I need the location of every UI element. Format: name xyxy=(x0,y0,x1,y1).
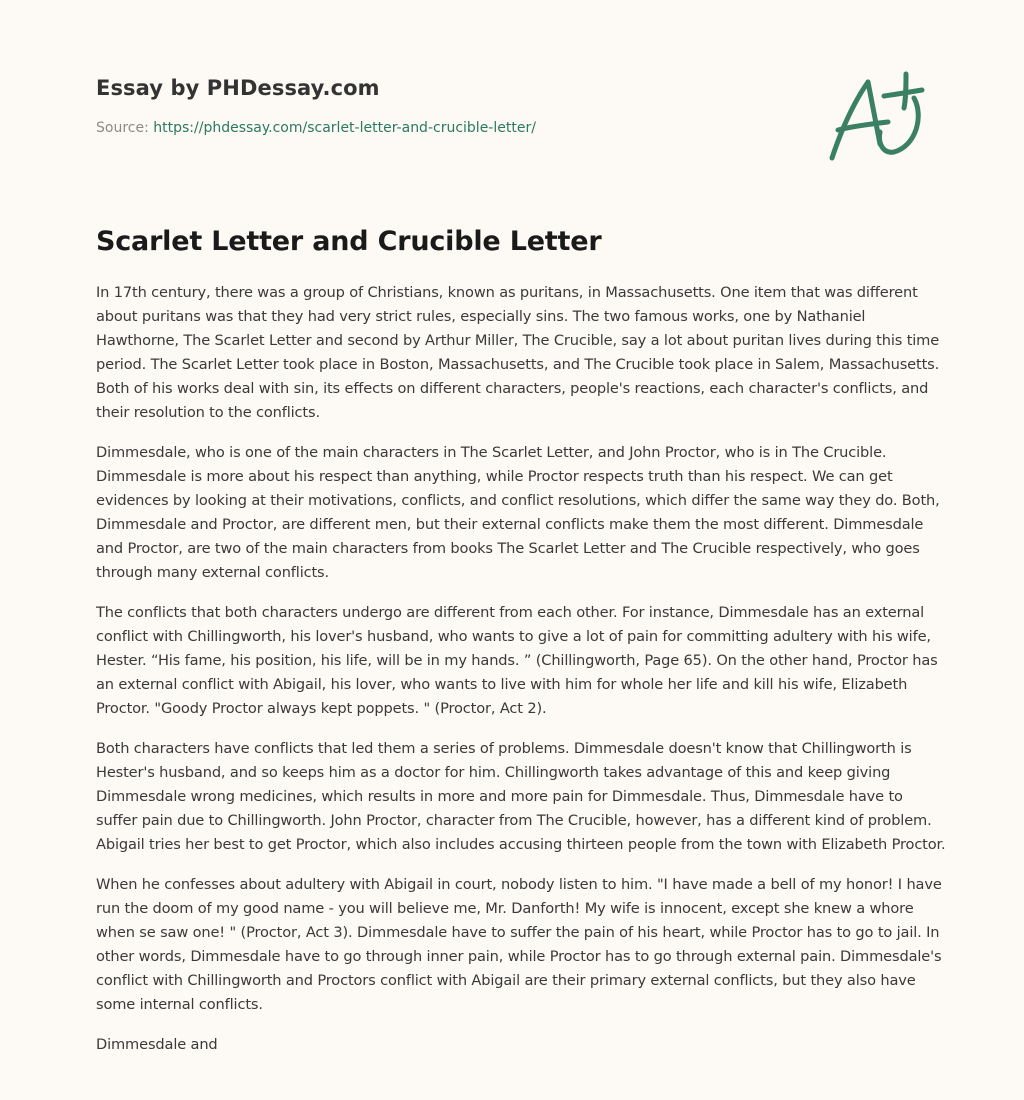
site-title: Essay by PHDessay.com xyxy=(96,76,380,100)
page-header xyxy=(96,76,796,136)
essay-paragraph: When he confesses about adultery with Abigail in court, nobody listen to him. "I have made a bell of my honor! I have run the doom of my good name - you will believe me, Mr. Danforth! My wife is innocent, except she knew a whore when se saw one! " (Proctor, Act 3). Dimmesdale have to suffer the pain of his heart, while Proctor has to go to jail. In other words, Dimmesdale have to go through inner pain, while Proctor has to go through external pain. Dimmesdale's conflict with Chillingworth and Proctors conflict with Abigail are their primary external conflicts, but they also have some internal conflicts. xyxy=(96,876,942,1013)
essay-paragraph: The conflicts that both characters undergo are different from each other. For instance, Dimmesdale has an external conflict with Chillingworth, his lover's husband, who wants to give a lot of pain for committing adultery with his wife, Hester. “His fame, his position, his life, will be in my hands. ” (Chillingworth, Page 65). On the other hand, Proctor has an external conflict with Abigail, his lover, who wants to live with him for whole her life and kill his wife, Elizabeth Proctor. "Goody Proctor always kept poppets. " (Proctor, Act 2). xyxy=(96,604,938,717)
source-label: Source: xyxy=(96,120,149,136)
essay-paragraph: In 17th century, there was a group of Christians, known as puritans, in Massachusetts. One item that was different about puritans was that they had very strict rules, especially sins. The two famous works, one by Nathaniel Hawthorne, The Scarlet Letter and second by Arthur Miller, The Crucible, say a lot about puritan lives during this time period. The Scarlet Letter took place in Boston, Massachusetts, and The Crucible took place in Salem, Massachusetts. Both of his works deal with sin, its effects on different characters, people's reactions, each character's conflicts, and their resolution to the conflicts. xyxy=(96,284,940,421)
essay-title: Scarlet Letter and Crucible Letter xyxy=(96,226,602,257)
essay-paragraph: Dimmesdale, who is one of the main characters in The Scarlet Letter, and John Proctor, who is in The Crucible. Dimmesdale is more about his respect than anything, while Proctor respects truth than his respect. We can get evidences by looking at their motivations, conflicts, and conflict resolutions, which differ the same way they do. Both, Dimmesdale and Proctor, are different men, but their external conflicts make them the most different. Dimmesdale and Proctor, are two of the main characters from books The Scarlet Letter and The Crucible respectively, who goes through many external conflicts. xyxy=(96,444,940,581)
a-plus-grade-icon xyxy=(820,66,930,166)
essay-paragraph: Both characters have conflicts that led them a series of problems. Dimmesdale doesn't know that Chillingworth is Hester's husband, and so keeps him as a doctor for him. Chillingworth takes advantage of this and keep giving Dimmesdale wrong medicines, which results in more and more pain for Dimmesdale. Thus, Dimmesdale have to suffer pain due to Chillingworth. John Proctor, character from The Crucible, however, has a different kind of problem. Abigail tries her best to get Proctor, which also includes accusing thirteen people from the town with Elizabeth Proctor. xyxy=(96,740,946,853)
essay-content xyxy=(96,226,946,1073)
source-link[interactable]: https://phdessay.com/scarlet-letter-and-crucible-letter/ xyxy=(153,120,536,136)
source-line xyxy=(96,120,796,136)
essay-paragraph-truncated: Dimmesdale and xyxy=(96,1036,218,1053)
